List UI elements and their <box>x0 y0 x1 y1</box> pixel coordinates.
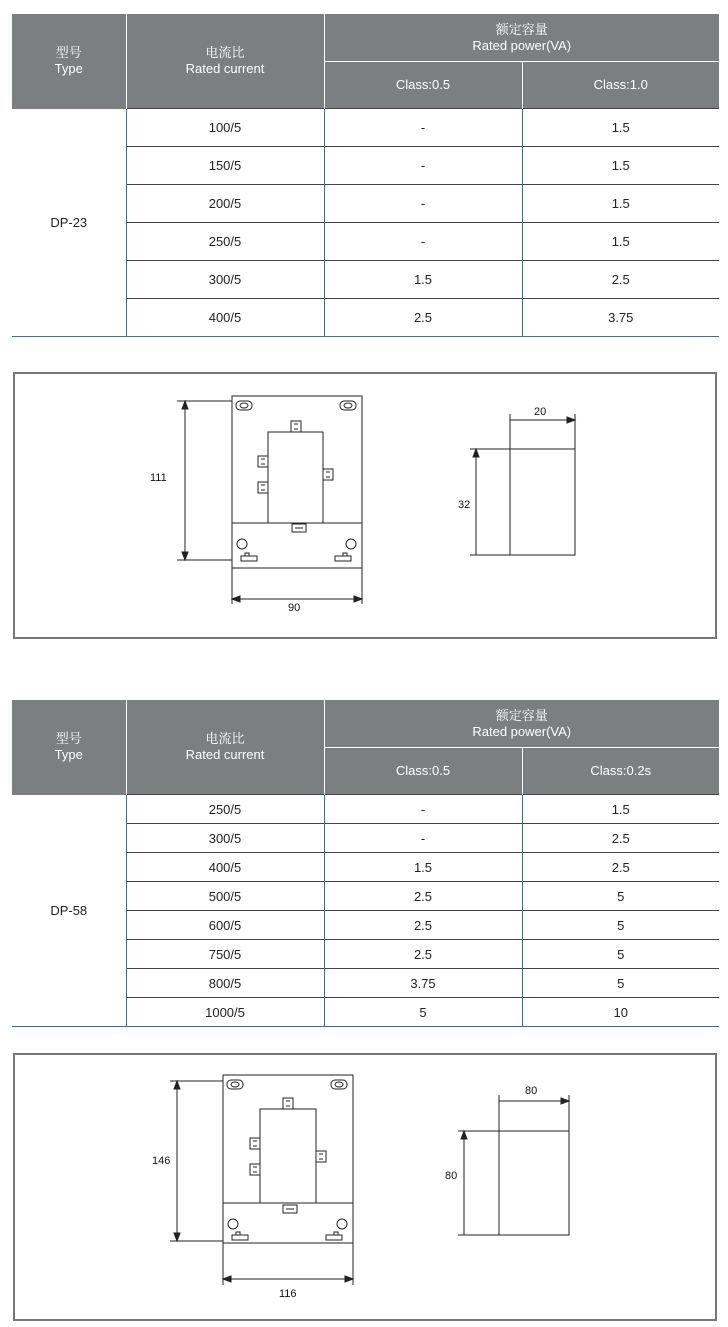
side-width-label: 80 <box>525 1085 538 1097</box>
class-b-cell: 1.5 <box>522 185 719 223</box>
side-height-label: 80 <box>445 1170 458 1182</box>
class-b-cell: 2.5 <box>522 261 719 299</box>
class-b-cell: 3.75 <box>522 299 719 337</box>
type-header-en: Type <box>54 747 83 763</box>
class-a-cell: - <box>324 109 522 147</box>
class-a-header: Class:0.5 <box>324 62 522 109</box>
dimension-drawing-dp58 <box>13 1053 717 1321</box>
power-header <box>324 700 719 748</box>
class-a-cell: 5 <box>324 998 522 1027</box>
mounting-foot-icon <box>232 1232 342 1240</box>
current-cell: 250/5 <box>126 223 324 261</box>
type-header-cn: 型号 <box>55 45 82 61</box>
current-cell: 1000/5 <box>126 998 324 1027</box>
type-header <box>12 14 126 109</box>
height-dimension <box>170 1081 223 1241</box>
width-label: 90 <box>288 602 301 614</box>
spec-table-dp23 <box>12 14 719 337</box>
side-view <box>458 1095 569 1235</box>
model-cell: DP-58 <box>12 795 126 1027</box>
model-cell: DP-23 <box>12 109 126 337</box>
class-a-cell: - <box>324 223 522 261</box>
current-cell: 500/5 <box>126 882 324 911</box>
ratio-header-cn: 电流比 <box>205 45 245 60</box>
class-a-cell: - <box>324 824 522 853</box>
front-view <box>232 396 362 568</box>
ratio-header-cn: 电流比 <box>205 731 245 746</box>
current-cell: 250/5 <box>126 795 324 824</box>
current-cell: 200/5 <box>126 185 324 223</box>
class-a-header: Class:0.5 <box>324 748 522 795</box>
terminal-icon <box>258 421 333 532</box>
current-cell: 150/5 <box>126 147 324 185</box>
power-header <box>324 14 719 62</box>
width-dimension <box>223 1243 353 1285</box>
side-width-label: 20 <box>534 406 547 418</box>
dimension-drawing-dp23 <box>13 372 717 639</box>
side-view <box>470 414 575 555</box>
class-b-cell: 1.5 <box>522 795 719 824</box>
front-view <box>223 1075 353 1243</box>
class-a-cell: 2.5 <box>324 940 522 969</box>
class-a-cell: - <box>324 185 522 223</box>
current-cell: 750/5 <box>126 940 324 969</box>
ratio-header-en: Rated current <box>185 61 265 76</box>
class-b-cell: 1.5 <box>522 109 719 147</box>
class-b-cell: 5 <box>522 911 719 940</box>
class-b-cell: 1.5 <box>522 147 719 185</box>
width-dimension <box>232 568 362 604</box>
class-a-cell: 3.75 <box>324 969 522 998</box>
class-b-cell: 5 <box>522 940 719 969</box>
class-a-cell: 1.5 <box>324 261 522 299</box>
mounting-foot-icon <box>241 553 351 561</box>
class-a-cell: 2.5 <box>324 911 522 940</box>
class-b-header: Class:1.0 <box>522 62 719 109</box>
class-a-cell: - <box>324 147 522 185</box>
current-cell: 100/5 <box>126 109 324 147</box>
height-label: 146 <box>152 1155 171 1167</box>
height-dimension <box>177 401 232 560</box>
type-header-cn: 型号 <box>55 731 82 747</box>
class-b-header: Class:0.2s <box>522 748 719 795</box>
type-header-en: Type <box>54 61 83 77</box>
class-a-cell: 2.5 <box>324 299 522 337</box>
class-a-cell: 2.5 <box>324 882 522 911</box>
table-row <box>12 109 719 147</box>
height-label: 111 <box>150 472 167 484</box>
power-header-en: Rated power(VA) <box>472 37 572 53</box>
power-header-en: Rated power(VA) <box>472 723 572 739</box>
ratio-header <box>126 700 324 795</box>
terminal-icon <box>250 1098 326 1213</box>
class-b-cell: 2.5 <box>522 824 719 853</box>
current-cell: 300/5 <box>126 261 324 299</box>
current-cell: 600/5 <box>126 911 324 940</box>
current-cell: 400/5 <box>126 299 324 337</box>
class-b-cell: 2.5 <box>522 853 719 882</box>
class-a-cell: - <box>324 795 522 824</box>
current-cell: 400/5 <box>126 853 324 882</box>
mounting-slot-icon <box>227 1080 347 1089</box>
class-b-cell: 1.5 <box>522 223 719 261</box>
class-b-cell: 5 <box>522 882 719 911</box>
class-b-cell: 10 <box>522 998 719 1027</box>
power-header-cn: 额定容量 <box>495 21 548 37</box>
power-header-cn: 额定容量 <box>495 707 548 723</box>
class-a-cell: 1.5 <box>324 853 522 882</box>
current-cell: 300/5 <box>126 824 324 853</box>
width-label: 116 <box>279 1288 297 1300</box>
current-cell: 800/5 <box>126 969 324 998</box>
table-row <box>12 795 719 824</box>
mounting-slot-icon <box>236 401 356 410</box>
class-b-cell: 5 <box>522 969 719 998</box>
type-header <box>12 700 126 795</box>
spec-table-dp58 <box>12 700 719 1027</box>
side-height-label: 32 <box>458 499 471 511</box>
ratio-header <box>126 14 324 109</box>
ratio-header-en: Rated current <box>185 747 265 762</box>
